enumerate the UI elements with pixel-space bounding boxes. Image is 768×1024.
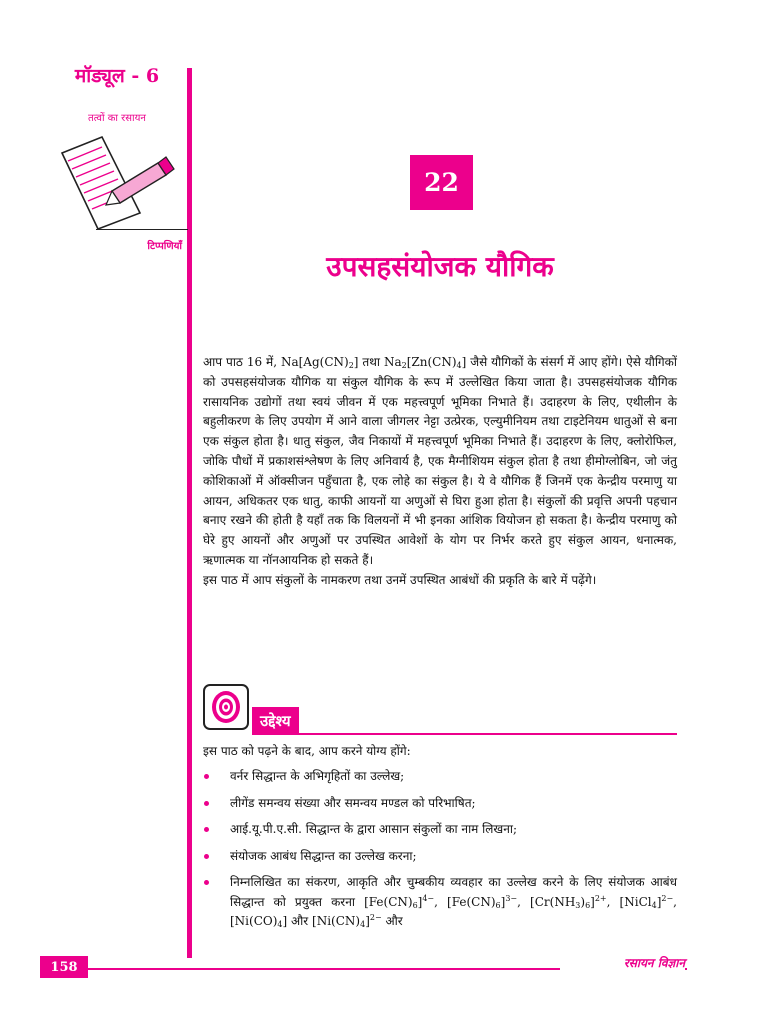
- module-title: मॉड्यूल - 6: [74, 65, 160, 87]
- objectives-intro: इस पाठ को पढ़ने के बाद, आप करने योग्य होंगे:: [203, 744, 411, 758]
- notebook-pencil-icon: [40, 135, 188, 230]
- chapter-number: 22: [410, 155, 473, 210]
- objectives-heading: उद्देश्य: [252, 707, 299, 734]
- notes-divider: [96, 229, 188, 230]
- objectives-list: [203, 767, 677, 939]
- page-number: 158: [40, 956, 88, 978]
- list-item: वर्नर सिद्धान्त के अभिगृहितों का उल्लेख;: [203, 767, 677, 787]
- target-icon: [203, 684, 249, 730]
- intro-text: [203, 353, 677, 591]
- bullet-icon: [204, 774, 209, 779]
- list-item: निम्नलिखित का संकरण, आकृति और चुम्बकीय व्यवहार का उल्लेख करने के लिए संयोजक आबंध सिद्धान्त को प्रयुक्त करना $[Fe(CN)_6]^{4-}$, $[Fe(CN)_6]^{3-}$, $[Cr(NH_3)_6]^{2+}$, [NiCl$_4$]$^{2-}$, $[Ni(CO)_4]$ और $[Ni(CN)_4]^{2-}$ और: [203, 873, 677, 932]
- bullet-icon: [204, 880, 209, 885]
- bullet-icon: [204, 801, 209, 806]
- bullet-icon: [204, 854, 209, 859]
- list-item: आई.यू.पी.ए.सी. सिद्धान्त के द्वारा आसान संकुलों का नाम लिखना;: [203, 820, 677, 840]
- book-title: रसायन विज्ञान: [560, 954, 685, 971]
- chapter-title: उपसहसंयोजक यौगिक: [326, 250, 554, 283]
- list-item: लीगेंड समन्वय संख्या और समन्वय मण्डल को परिभाषित;: [203, 794, 677, 814]
- intro-paragraph-2: इस पाठ में आप संकुलों के नामकरण तथा उनमें उपस्थित आबंधों की प्रकृति के बारे में पढ़ेंगे।: [203, 572, 597, 587]
- list-item: संयोजक आबंध सिद्धान्त का उल्लेख करना;: [203, 847, 677, 867]
- notes-label: टिप्पणियाँ: [147, 241, 182, 252]
- bullet-icon: [204, 827, 209, 832]
- module-subtitle: तत्वों का रसायन: [88, 113, 146, 124]
- objectives-rule: [252, 733, 677, 735]
- intro-paragraph-1: आप पाठ 16 में, $Na[Ag(CN)_2]$ तथा $Na_2[Zn(CN)_4]$ जैसे यौगिकों के संसर्ग में आए होंगे। ऐसे यौगिकों को उपसहसंयोजक यौगिक या संकुल यौगिक के रूप में उल्लेखित किया जाता है। उपसहसंयोजक यौगिक रासायनिक उद्योगों तथा स्वयं जीवन में एक महत्त्वपूर्ण भूमिका निभाते हैं। उदाहरण के लिए, एथीलीन के बहुलीकरण के लिए उपयोग में आने वाला जीगलर नेट्टा उत्प्रेरक, एल्युमीनियम तथा टाइटेनियम धातुओं से बना एक संकुल होता है। धातु संकुल, जैव निकायों में महत्त्वपूर्ण भूमिका निभाते हैं। उदाहरण के लिए, क्लोरोफिल, जोकि पौधों में प्रकाशसंश्लेषण के लिए अनिवार्य है, एक मैग्नीशियम संकुल होता है तथा हीमोग्लोबिन, जो जंतु कोशिकाओं में ऑक्सीजन पहुँचाता है, एक लोहे का संकुल है। ये वे यौगिक हैं जिनमें एक केन्द्रीय परमाणु या आयन, अधिकतर एक धातु, काफी आयनों या अणुओं से घिरा हुआ होता है। संकुलों की प्रवृत्ति अपनी पहचान बनाए रखने की होती है यहाँ तक कि विलयनों में भी इनका आंशिक वियोजन हो सकता है। केन्द्रीय परमाणु को घेरे हुए आयनों और अणुओं पर उपस्थित आवेशों के योग पर निर्भर करते हुए संकुल आयन, धनात्मक, ऋणात्मक या नॉनआयनिक हो सकते हैं।: [203, 355, 678, 567]
